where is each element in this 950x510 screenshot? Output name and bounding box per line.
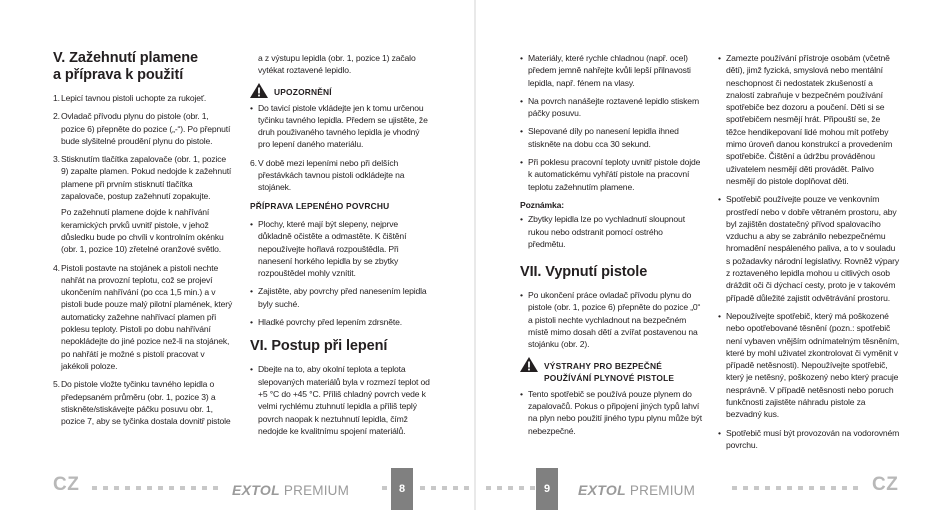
warning-triangle-icon: [250, 83, 268, 98]
brand-logo: [232, 482, 349, 498]
bonding-list: [250, 363, 430, 437]
surface-prep-item: • Zajistěte, aby povrchy před nanesením lepidla byly suché.: [250, 285, 430, 310]
step-number: 4.: [53, 262, 60, 273]
heading-ignition-line1: V. Zažehnutí plamene: [53, 50, 198, 66]
gas-warning-block: [520, 357, 702, 384]
heading-bonding: VI. Postup při lepení: [250, 338, 388, 355]
step-5: [53, 378, 233, 427]
gas-warning-title-line2: POUŽÍVÁNÍ PLYNOVÉ PISTOLE: [544, 372, 675, 383]
page-number: 9: [536, 468, 558, 510]
page-number: 8: [391, 468, 413, 510]
footer-dots: [732, 486, 858, 490]
footer-dots: [92, 486, 218, 490]
step-number: 3.: [53, 154, 60, 165]
brand-line: PREMIUM: [629, 483, 696, 498]
warning-block: [250, 83, 430, 98]
step-text: Lepicí tavnou pistoli uchopte za rukojeť.: [61, 93, 207, 103]
bonding-item: • Materiály, které rychle chladnou (např. ocel) předem jemně nahřejte kvůli lepší přilnavosti lepidla, např. fénem na vlasy.: [520, 52, 702, 89]
switch-off-list: [520, 289, 702, 350]
footer-dots: [486, 486, 535, 490]
surface-prep-item: • Hladké povrchy před lepením zdrsněte.: [250, 316, 430, 328]
step-6-list: [250, 157, 430, 194]
brand-name: EXTOL: [232, 482, 280, 498]
safety-list: [718, 52, 900, 451]
warning-item: • Do tavicí pistole vkládejte jen k tomu určenou tyčinku tavného lepidla. Předem se ujistěte, že druh použivaného tavného lepidla je vhodný pro lepení daného materiálu.: [250, 102, 430, 151]
note-item: • Zbytky lepidla lze po vychladnutí sloupnout rukou nebo odstranit pomocí ostrého předmětu.: [520, 213, 702, 250]
language-code: CZ: [872, 474, 899, 495]
safety-item: • Spotřebič používejte pouze ve venkovním prostředí nebo v dobře větraném prostoru, aby byl zajištěn dostatečný přívod spalovacího vzduchu a aby se zabránilo nebezpečnému hromadění nespáleného paliva, a to v souladu s požadavky národní legislativy. Rovněž výpary z roztaveného lepidla mohou u citlivých osob dráždit oči či dýchací cesty, proto je v takovém případě důležité zajistit odvětrávání prostoru.: [718, 193, 900, 304]
gas-warning-title-line1: VÝSTRAHY PRO BEZPEČNÉ: [544, 360, 663, 371]
step-6: [250, 157, 430, 194]
brand-logo: [578, 482, 695, 498]
column-1: [53, 50, 233, 433]
safety-item: • Spotřebič musí být provozován na vodorovném povrchu.: [718, 427, 900, 452]
step-1: [53, 92, 233, 104]
surface-prep-list: [250, 218, 430, 328]
warning-title: UPOZORNĚNÍ: [274, 86, 332, 97]
step-2: [53, 110, 233, 147]
language-code: CZ: [53, 474, 80, 495]
step-number: 1.: [53, 93, 60, 103]
heading-switch-off: VII. Vypnutí pistole: [520, 264, 648, 281]
step-3: [53, 153, 233, 255]
warning-triangle-icon: [520, 357, 538, 372]
step-text: Ovladač přívodu plynu do pistole (obr. 1, pozice 6) přepněte do pozice („-“). Po přepnutí bude slyšitelné proudění plynu do pistole.: [61, 111, 231, 146]
surface-prep-item: • Plochy, které mají být slepeny, nejprve důkladně očistěte a odmastěte. K čištění nepoužívejte hořlavá rozpouštědla. Při nanesení horkého lepidla by se zbytky rozpouštědel mohly vznítit.: [250, 218, 430, 279]
gas-warning-title: [544, 357, 674, 384]
ignition-steps: [53, 92, 233, 427]
step-text: Do pistole vložte tyčinku tavného lepidla o předepsaném průměru (obr. 1, pozice 3) a stiskněte/stiskávejte páčku posuvu obr. 1, pozice 7, aby se tyčinka dostala dovnitř pistole: [61, 379, 231, 427]
footer-dots: [420, 486, 469, 490]
safety-item: • Zamezte používání přístroje osobám (včetně dětí), jimž fyzická, smyslová nebo mentální neschopnost či nedostatek zkušeností a znalostí zabraňuje v bezpečném používání spotřebiče bez dozoru a poučení. Děti si se spotřebičem nesmějí hrát. Připouští se, že těžce hendikepovaní lidé mohou mít potřeby mimo úroveň danou konstrukcí a provedením spotřebiče. Čištění a údržbu prováděnou uživatelem nesmějí děti provádět. Palivo nesmějí do pistole doplňovat děti.: [718, 52, 900, 187]
switch-off-item: • Po ukončení práce ovladač přívodu plynu do pistole (obr. 1, pozice 6) přepněte do pozice „0“ a pistoli nechte vychladnout na bezpečném místě mimo dosah dětí a zvířat postavenou na stojánku (obr. 2).: [520, 289, 702, 350]
bonding-item: • Slepované díly po nanesení lepidla ihned stiskněte na dobu cca 30 sekund.: [520, 125, 702, 150]
note-title: Poznámka:: [520, 199, 565, 210]
gas-warning-list: [520, 388, 702, 437]
page-spine: [474, 0, 476, 510]
bonding-item: • Na povrch nanášejte roztavené lepidlo stiskem páčky posuvu.: [520, 95, 702, 120]
step-text: Stisknutím tlačítka zapalovače (obr. 1, pozice 9) zapalte plamen. Pokud nedojde k zažehnutí plamene při prvním stisknutí tlačítka zapalovače, postup zažehnutí zopakujte.: [61, 154, 232, 202]
heading-ignition: [53, 50, 233, 84]
bonding-item: • Dbejte na to, aby okolní teplota a teplota slepovaných materiálů byla v rozmezí teplot od +5 °C do +45 °C. Příliš chladný povrch vede k velmi rychlému ztuhnutí lepidla a příliš teplý povrch naopak k neztuhnutí lepidla, čímž nedojde ke kvalitnímu spojení materiálů.: [250, 363, 430, 437]
column-3: [520, 52, 702, 443]
bonding-item: • Při poklesu pracovní teploty uvnitř pistole dojde k automatickému vyhřátí pistole na pracovní teplotu zažehnutím plamene.: [520, 156, 702, 193]
safety-item: • Nepoužívejte spotřebič, který má poškozené nebo opotřebované těsnění (pozn.: spotřebič není vybaven vnějším odnímatelným těsněním, které by mohl uživatel zkontrolovat či vyměnit v případě netěsnosti). Nepoužívejte spotřebič, který je netěsný, poškozený nebo který pracuje nesprávně. V případě netěsnosti nebo poruch funkčnosti zajistěte náhradu pistole za bezvadný kus.: [718, 310, 900, 421]
step-4: [53, 262, 233, 373]
brand-line: PREMIUM: [283, 483, 350, 498]
warning-list: [250, 102, 430, 151]
footer-dots: [382, 486, 387, 490]
note-list: [520, 213, 702, 250]
column-4: [718, 52, 900, 457]
column-2: [250, 52, 430, 443]
step-number: 5.: [53, 379, 60, 390]
gas-warning-item: • Tento spotřebič se používá pouze plynem do zapalovačů. Pokus o připojení jiných typů lahví na plyn nebo použití jiného typu plynu může být nebezpečné.: [520, 388, 702, 437]
step-number: 6.: [250, 157, 257, 168]
step-text-continued: Po zažehnutí plamene dojde k nahřívání keramických prvků uvnitř pistole, v jehož důsledku bude po chvíli v kontrolním okénku (obr. 1, pozice 10) zřetelné oranžové světlo.: [61, 207, 224, 255]
step-text: Pistoli postavte na stojánek a pistoli nechte nahřát na provozní teplotu, což se projeví ukončením nahřívání (po cca 1,5 min.) a v pistoli bude pouze malý pilotní plamének, který automaticky zažehne nahřívací plamen při poklesu teploty. Pistoli po dobu nahřívání nepokládejte do jiné pozice než-li na stojánek, po nahřátí je možné s pistolí pracovat v jakékoli poloze.: [61, 262, 233, 371]
bonding-list-continued: [520, 52, 702, 193]
step-5-continued: a z výstupu lepidla (obr. 1, pozice 1) začalo vytékat roztavené lepidlo.: [258, 53, 416, 76]
heading-ignition-line2: a příprava k použití: [53, 67, 184, 83]
step-text: V době mezi lepeními nebo při delších přestávkách tavnou pistoli odkládejte na stojánek.: [258, 157, 405, 193]
surface-prep-title: PŘÍPRAVA LEPENÉHO POVRCHU: [250, 200, 390, 211]
step-number: 2.: [53, 111, 60, 122]
brand-name: EXTOL: [578, 482, 626, 498]
